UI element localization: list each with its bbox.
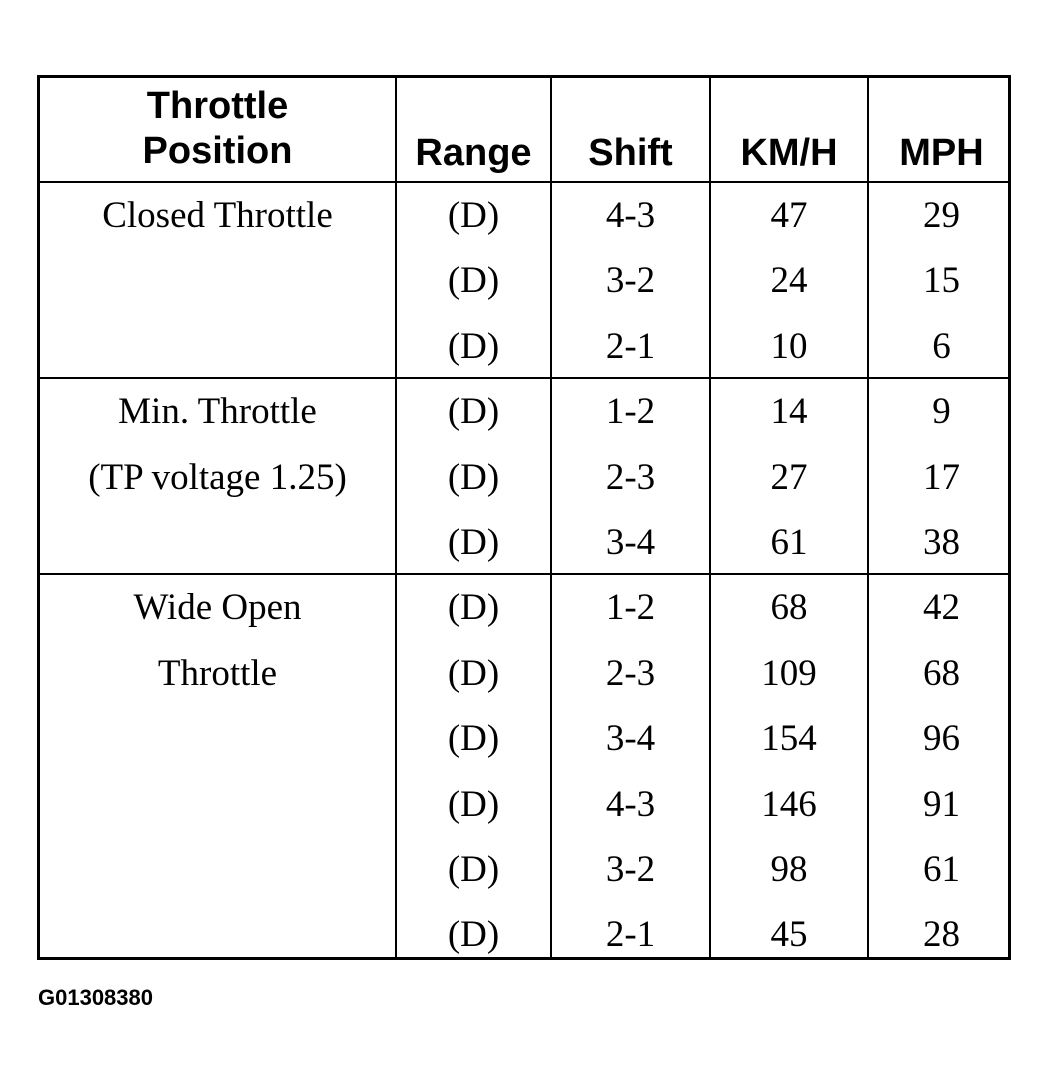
cell-shift: 2-1 [605, 914, 656, 956]
cell-mph: 96 [923, 718, 960, 760]
cell-range: (D) [447, 718, 500, 760]
cell-shift: 2-1 [605, 325, 656, 367]
cell-mph: 38 [923, 522, 960, 563]
cell-kmh: 24 [770, 260, 808, 302]
cell-range: (D) [447, 456, 500, 498]
cell-kmh: 154 [761, 718, 817, 760]
cell-kmh: 45 [770, 914, 808, 956]
cell-kmh: 47 [770, 195, 808, 236]
cell-shift: 1-2 [605, 587, 656, 629]
cell-mph: 17 [923, 456, 960, 498]
cell-mph: 91 [923, 783, 960, 825]
shift-speed-table [37, 75, 1011, 960]
cell-shift: 2-3 [605, 652, 656, 694]
cell-shift: 3-4 [605, 522, 656, 563]
cell-shift: 4-3 [605, 195, 656, 236]
header-throttle-line2: Position [142, 130, 293, 172]
cell-range: (D) [447, 325, 500, 367]
cell-range: (D) [447, 195, 500, 236]
cell-mph: 15 [923, 260, 960, 302]
header-kmh: KM/H [740, 132, 838, 174]
throttle-position-label: Wide Open [133, 587, 302, 629]
cell-kmh: 146 [761, 783, 817, 825]
cell-kmh: 14 [770, 391, 808, 433]
cell-kmh: 10 [770, 325, 808, 367]
cell-mph: 29 [923, 195, 960, 236]
throttle-position-label: Min. Throttle [118, 391, 317, 433]
cell-mph: 9 [932, 391, 951, 433]
throttle-position-label: Closed Throttle [102, 195, 333, 236]
header-throttle-line1: Throttle [146, 85, 289, 127]
cell-mph: 28 [923, 914, 960, 956]
cell-range: (D) [447, 849, 500, 890]
cell-shift: 4-3 [605, 783, 656, 825]
cell-kmh: 98 [770, 849, 808, 890]
group-divider [40, 377, 1008, 379]
cell-kmh: 27 [770, 456, 808, 498]
cell-kmh: 68 [770, 587, 808, 629]
cell-range: (D) [447, 587, 500, 629]
cell-kmh: 61 [770, 522, 808, 563]
cell-range: (D) [447, 522, 500, 563]
header-shift: Shift [588, 132, 673, 174]
cell-mph: 68 [923, 652, 960, 694]
cell-mph: 6 [932, 325, 951, 367]
cell-range: (D) [447, 391, 500, 433]
cell-range: (D) [447, 783, 500, 825]
group-divider [40, 573, 1008, 575]
cell-shift: 3-2 [605, 260, 656, 302]
header-mph: MPH [899, 132, 984, 174]
cell-range: (D) [447, 652, 500, 694]
throttle-position-label: (TP voltage 1.25) [88, 456, 347, 498]
cell-kmh: 109 [761, 652, 817, 694]
cell-shift: 2-3 [605, 456, 656, 498]
cell-mph: 61 [923, 849, 960, 890]
header-throttle-position [40, 84, 395, 174]
cell-range: (D) [447, 260, 500, 302]
throttle-position-label: Throttle [157, 652, 278, 694]
cell-shift: 3-2 [605, 849, 656, 890]
cell-shift: 1-2 [605, 391, 656, 433]
header-range: Range [415, 132, 532, 174]
cell-mph: 42 [923, 587, 960, 629]
header-divider [40, 181, 1008, 183]
cell-range: (D) [447, 914, 500, 956]
figure-code: G01308380 [38, 985, 153, 1010]
cell-shift: 3-4 [605, 718, 656, 760]
